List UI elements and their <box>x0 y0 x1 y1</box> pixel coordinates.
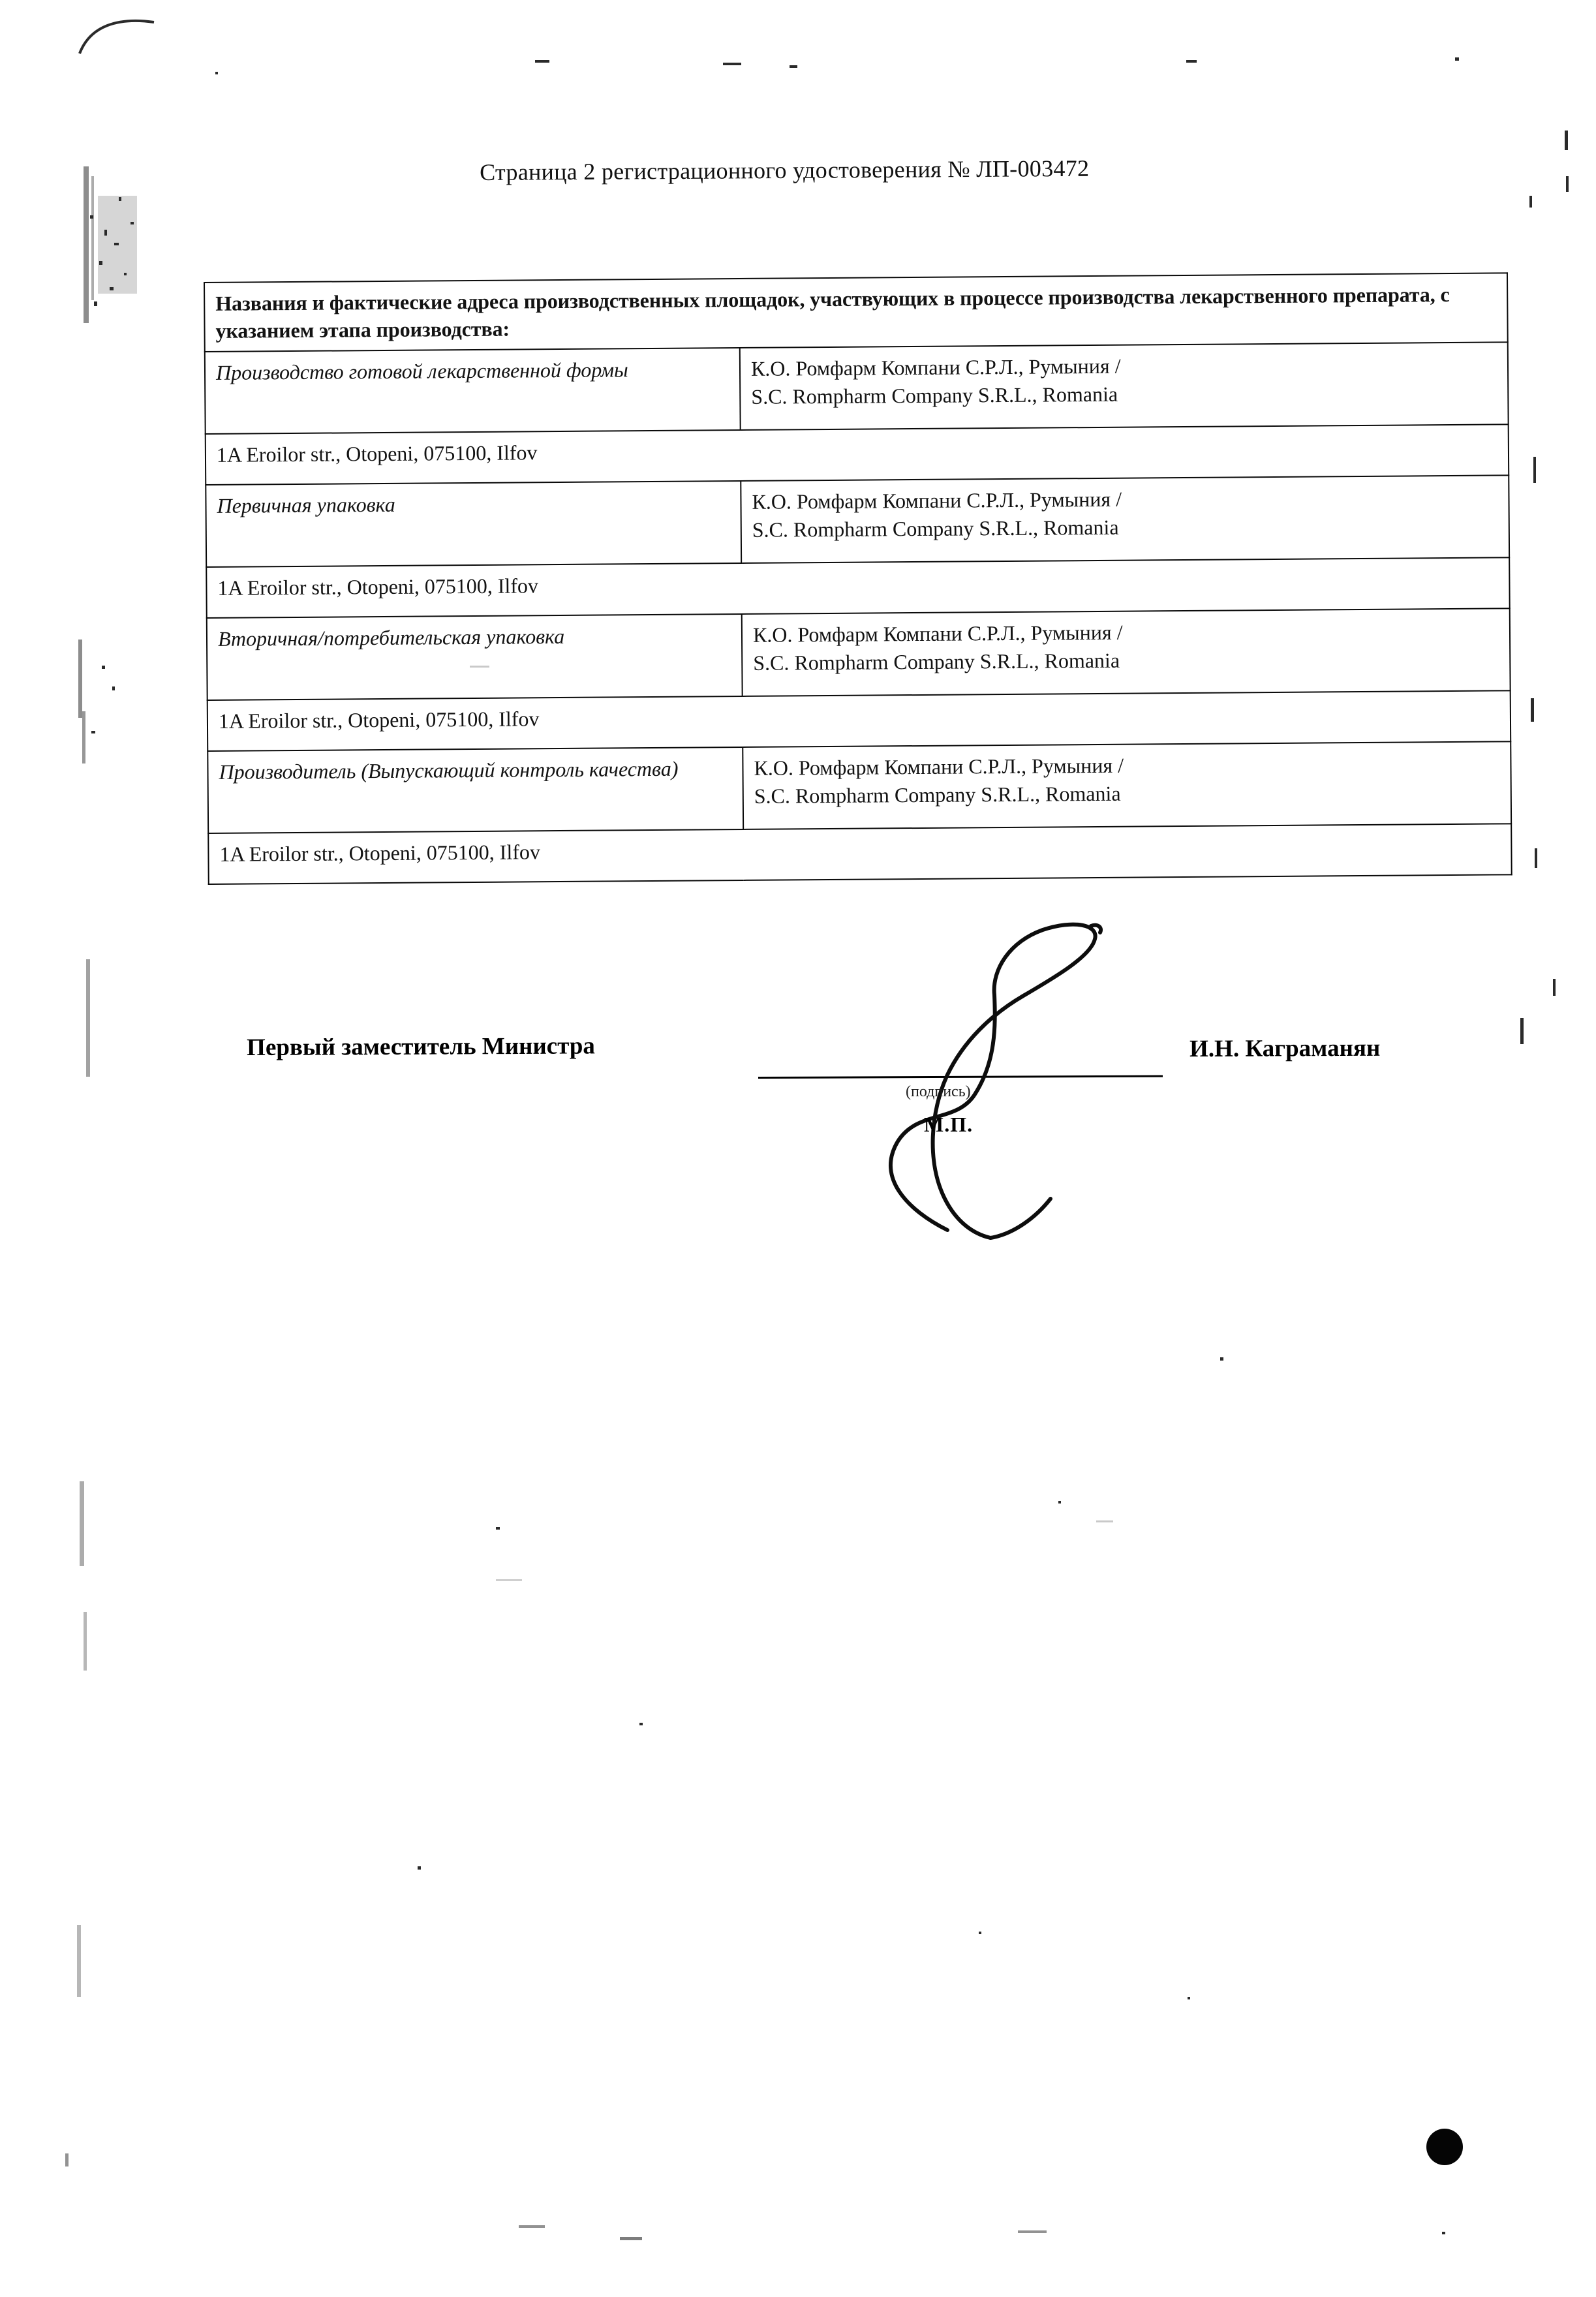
page-corner-curl-icon <box>72 13 163 65</box>
table-header-row <box>204 273 1508 352</box>
handwritten-signature-icon <box>835 904 1174 1256</box>
company-name-ru: К.О. Ромфарм Компани С.Р.Л., Румыния / <box>750 354 1121 381</box>
signatory-name: И.Н. Каграманян <box>1189 1034 1381 1062</box>
site-address: 1A Eroilor str., Otopeni, 075100, Ilfov <box>207 691 1511 752</box>
signatory-title: Первый заместитель Министра <box>247 1032 595 1061</box>
ink-blot-artifact <box>1426 2129 1463 2165</box>
table-row <box>206 425 1509 486</box>
page-header-text: Страница 2 регистрационного удостоверения № ЛП-003472 <box>480 155 1090 185</box>
signature-caption: (подпись) <box>906 1083 971 1100</box>
stage-label: Производство готовой лекарственной формы <box>205 348 741 434</box>
table-row <box>207 742 1511 834</box>
site-address: 1A Eroilor str., Otopeni, 075100, Ilfov <box>208 824 1512 885</box>
table-row <box>207 691 1511 752</box>
table-row <box>205 343 1509 435</box>
stamp-place-mark: М.П. <box>924 1113 974 1136</box>
signature-rule <box>758 1075 1163 1079</box>
company-name-ru: К.О. Ромфарм Компани С.Р.Л., Румыния / <box>752 487 1122 514</box>
company-name-en: S.C. Rompharm Company S.R.L., Romania <box>753 648 1120 675</box>
company-name-ru: К.О. Ромфарм Компани С.Р.Л., Румыния / <box>754 754 1124 780</box>
table-row <box>206 476 1509 568</box>
company-name-en: S.C. Rompharm Company S.R.L., Romania <box>754 781 1121 808</box>
table-header-cell: Названия и фактические адреса производственных площадок, участвующих в процессе производства лекарственного препарата, с указанием этапа производства: <box>204 273 1508 352</box>
company-cell <box>740 343 1509 431</box>
table-row <box>206 558 1510 619</box>
company-name-ru: К.О. Ромфарм Компани С.Р.Л., Румыния / <box>752 621 1123 647</box>
table-row <box>208 824 1512 885</box>
site-address: 1A Eroilor str., Otopeni, 075100, Ilfov <box>206 558 1510 619</box>
stage-label: Вторичная/потребительская упаковка <box>207 614 743 700</box>
stage-label: Производитель (Выпускающий контроль качества) <box>207 747 743 833</box>
company-cell <box>742 609 1511 697</box>
company-cell <box>743 742 1511 830</box>
table-row <box>207 609 1511 701</box>
company-name-en: S.C. Rompharm Company S.R.L., Romania <box>751 382 1118 409</box>
stage-label: Первичная упаковка <box>206 481 741 567</box>
site-address: 1A Eroilor str., Otopeni, 075100, Ilfov <box>206 425 1509 486</box>
company-name-en: S.C. Rompharm Company S.R.L., Romania <box>752 515 1119 542</box>
manufacturing-sites-table <box>204 272 1512 885</box>
company-cell <box>741 476 1509 564</box>
